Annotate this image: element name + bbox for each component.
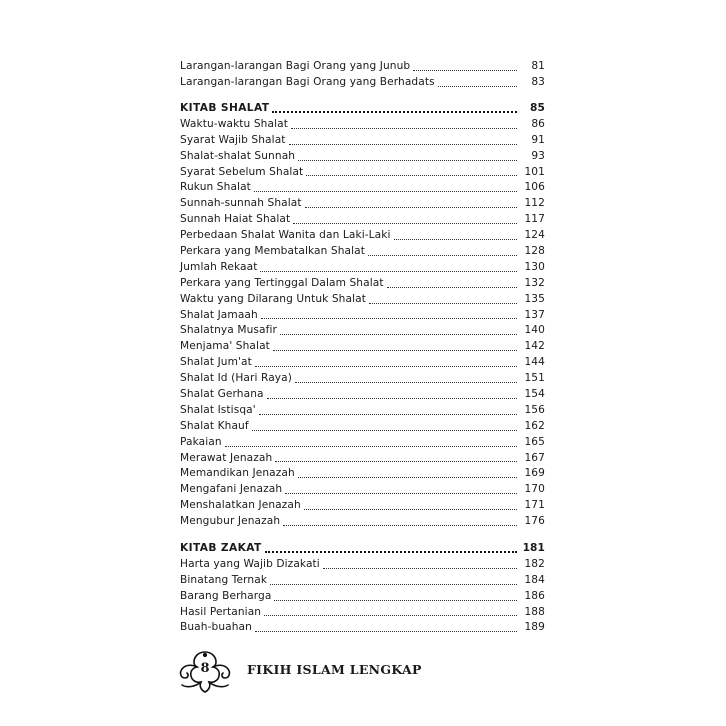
toc-entry (180, 196, 545, 212)
toc-entry (180, 451, 545, 467)
toc-leader-dots (295, 381, 517, 383)
toc-entry (180, 498, 545, 514)
toc-entry (180, 276, 545, 292)
toc-entry-title: Binatang Ternak (180, 573, 268, 586)
toc-leader-dots (252, 429, 517, 431)
toc-leader-dots (413, 69, 517, 71)
toc-entry (180, 59, 545, 75)
toc-entry (180, 435, 545, 451)
toc-entry (180, 165, 545, 181)
toc-entry (180, 180, 545, 196)
toc-entry-title: Shalat Istisqa' (180, 403, 256, 416)
toc-entry-page: 86 (531, 117, 545, 130)
toc-entry-title: Waktu yang Dilarang Untuk Shalat (180, 292, 366, 305)
toc-entry-page: 93 (531, 149, 545, 162)
toc-entry-page: 106 (524, 181, 545, 194)
toc-entry (180, 244, 545, 260)
toc-entry-page: 117 (524, 213, 545, 226)
toc-entry-page: 186 (524, 589, 545, 602)
toc-leader-dots (369, 302, 517, 304)
toc-leader-dots (387, 286, 517, 288)
toc-entry-page: 124 (524, 229, 545, 242)
toc-entry-title: Perbedaan Shalat Wanita dan Laki-Laki (180, 229, 391, 242)
toc-leader-dots (298, 159, 517, 161)
toc-entry-page: 176 (524, 515, 545, 528)
toc-entry-page: 154 (524, 388, 545, 401)
toc-entry-title: Syarat Sebelum Shalat (180, 165, 304, 178)
toc-entry-page: 137 (524, 308, 545, 321)
toc-entry-title: Shalat Khauf (180, 419, 249, 432)
toc-entry-page: 165 (524, 435, 545, 448)
toc-entry-title: Sunnah-sunnah Shalat (180, 197, 302, 210)
toc-entry-page: 188 (524, 605, 545, 618)
toc-entry (180, 573, 545, 589)
toc-entry-page: 128 (524, 245, 545, 258)
toc-entry (180, 514, 545, 530)
toc-leader-dots (285, 492, 517, 494)
toc-entry (180, 589, 545, 605)
toc-section-shalat (180, 101, 545, 530)
toc-entry-page: 182 (524, 557, 545, 570)
toc-entry-page: 162 (524, 419, 545, 432)
toc-entry-page: 91 (531, 133, 545, 146)
toc-entry-title: Menjama' Shalat (180, 340, 270, 353)
toc-leader-dots (260, 270, 517, 272)
toc-entry-title: Memandikan Jenazah (180, 467, 295, 480)
toc-leader-dots (283, 524, 517, 526)
toc-leader-dots (438, 85, 517, 87)
toc-leader-dots (272, 110, 517, 113)
toc-entry-page: 101 (524, 165, 545, 178)
toc-entry-title: Perkara yang Tertinggal Dalam Shalat (180, 276, 384, 289)
toc-entry-page: 167 (524, 451, 545, 464)
toc-leader-dots (261, 317, 517, 319)
toc-entry-page: 140 (524, 324, 545, 337)
toc-leader-dots (293, 222, 517, 224)
toc-leader-dots (270, 583, 517, 585)
toc-leader-dots (225, 445, 517, 447)
toc-leader-dots (254, 190, 517, 192)
toc-entry-page: 81 (531, 60, 545, 72)
toc-leader-dots (274, 599, 517, 601)
toc-leader-dots (255, 365, 517, 367)
toc-entry (180, 482, 545, 498)
toc-entry (180, 387, 545, 403)
toc-entry-title: Menshalatkan Jenazah (180, 499, 301, 512)
toc-entry (180, 620, 545, 636)
toc-entry-page: 170 (524, 483, 545, 496)
toc-entry-title: Perkara yang Membatalkan Shalat (180, 245, 366, 258)
toc-leader-dots (275, 460, 517, 462)
toc-entry-page: 142 (524, 340, 545, 353)
toc-entry-title: Shalatnya Musafir (180, 324, 277, 337)
toc-entry-title: Larangan-larangan Bagi Orang yang Berhadats (180, 75, 435, 88)
toc-entry-title: Shalat Jum'at (180, 356, 252, 369)
toc-entry-title: Barang Berharga (180, 589, 272, 602)
toc-leader-dots (280, 333, 517, 335)
toc-entry-title: Pakaian (180, 435, 222, 448)
toc-entry (180, 260, 545, 276)
toc-entry-page: 135 (524, 292, 545, 305)
toc-entry-title: Larangan-larangan Bagi Orang yang Junub (180, 60, 411, 72)
toc-section-heading (180, 101, 545, 117)
toc-leader-dots (298, 476, 517, 478)
toc-leader-dots (306, 174, 517, 176)
toc-leader-dots (304, 508, 517, 510)
toc-entry (180, 323, 545, 339)
toc-entry-title: Shalat Id (Hari Raya) (180, 372, 292, 385)
toc-entry-page: 171 (524, 499, 545, 512)
toc-entry-title: Shalat-shalat Sunnah (180, 149, 296, 162)
toc-leader-dots (265, 550, 517, 553)
toc-entry-page: 169 (524, 467, 545, 480)
section-heading-page: 181 (522, 542, 545, 554)
toc-entry-title: Hasil Pertanian (180, 605, 262, 618)
toc-entry-title: Waktu-waktu Shalat (180, 117, 288, 130)
toc-entry (180, 149, 545, 165)
page-number: 8 (200, 661, 210, 676)
toc-entry-title: Mengafani Jenazah (180, 483, 283, 496)
toc-entry-page: 83 (531, 75, 545, 88)
toc-entry-title: Buah-buahan (180, 621, 252, 634)
toc-leader-dots (289, 143, 517, 145)
toc-entry-title: Jumlah Rekaat (180, 260, 258, 273)
toc-entry-page: 189 (524, 621, 545, 634)
toc-entry (180, 308, 545, 324)
toc-entry-title: Harta yang Wajib Dizakati (180, 557, 320, 570)
toc-leader-dots (368, 254, 517, 256)
toc-leader-dots (255, 630, 517, 632)
toc-entry-page: 130 (524, 260, 545, 273)
toc-top-entries (180, 59, 545, 91)
toc-section-zakat (180, 541, 545, 636)
toc-leader-dots (267, 397, 517, 399)
toc-entry (180, 212, 545, 228)
toc-leader-dots (323, 567, 517, 569)
toc-entry-page: 132 (524, 276, 545, 289)
toc-entry (180, 557, 545, 573)
toc-entry (180, 355, 545, 371)
page-footer (176, 649, 436, 695)
toc-section-heading (180, 541, 545, 557)
toc-entry (180, 117, 545, 133)
toc-entry (180, 75, 545, 91)
toc-leader-dots (259, 413, 517, 415)
toc-leader-dots (394, 238, 517, 240)
toc-entry (180, 339, 545, 355)
toc-entry-page: 156 (524, 403, 545, 416)
section-heading-title: KITAB ZAKAT (180, 542, 262, 554)
toc-entry (180, 403, 545, 419)
toc-entry-title: Shalat Jamaah (180, 308, 258, 321)
toc-leader-dots (264, 614, 517, 616)
toc-entry-page: 112 (524, 197, 545, 210)
toc-entry-page: 151 (524, 372, 545, 385)
toc-entry-title: Sunnah Haiat Shalat (180, 213, 291, 226)
section-heading-page: 85 (530, 102, 545, 114)
toc-leader-dots (291, 127, 517, 129)
toc-entry (180, 466, 545, 482)
toc-entry (180, 133, 545, 149)
toc-entry-title: Syarat Wajib Shalat (180, 133, 286, 146)
toc-entry (180, 605, 545, 621)
toc-entry-title: Merawat Jenazah (180, 451, 273, 464)
section-heading-title: KITAB SHALAT (180, 102, 270, 114)
book-title: FIKIH ISLAM LENGKAP (247, 662, 422, 677)
toc-entry-page: 144 (524, 356, 545, 369)
toc-entry (180, 371, 545, 387)
toc-entry (180, 419, 545, 435)
toc-entry-title: Shalat Gerhana (180, 388, 264, 401)
toc-entry-title: Mengubur Jenazah (180, 515, 281, 528)
toc-leader-dots (273, 349, 517, 351)
toc-entry-page: 184 (524, 573, 545, 586)
toc-entry (180, 292, 545, 308)
toc-entry-title: Rukun Shalat (180, 181, 251, 194)
toc-entry (180, 228, 545, 244)
toc-leader-dots (305, 206, 517, 208)
